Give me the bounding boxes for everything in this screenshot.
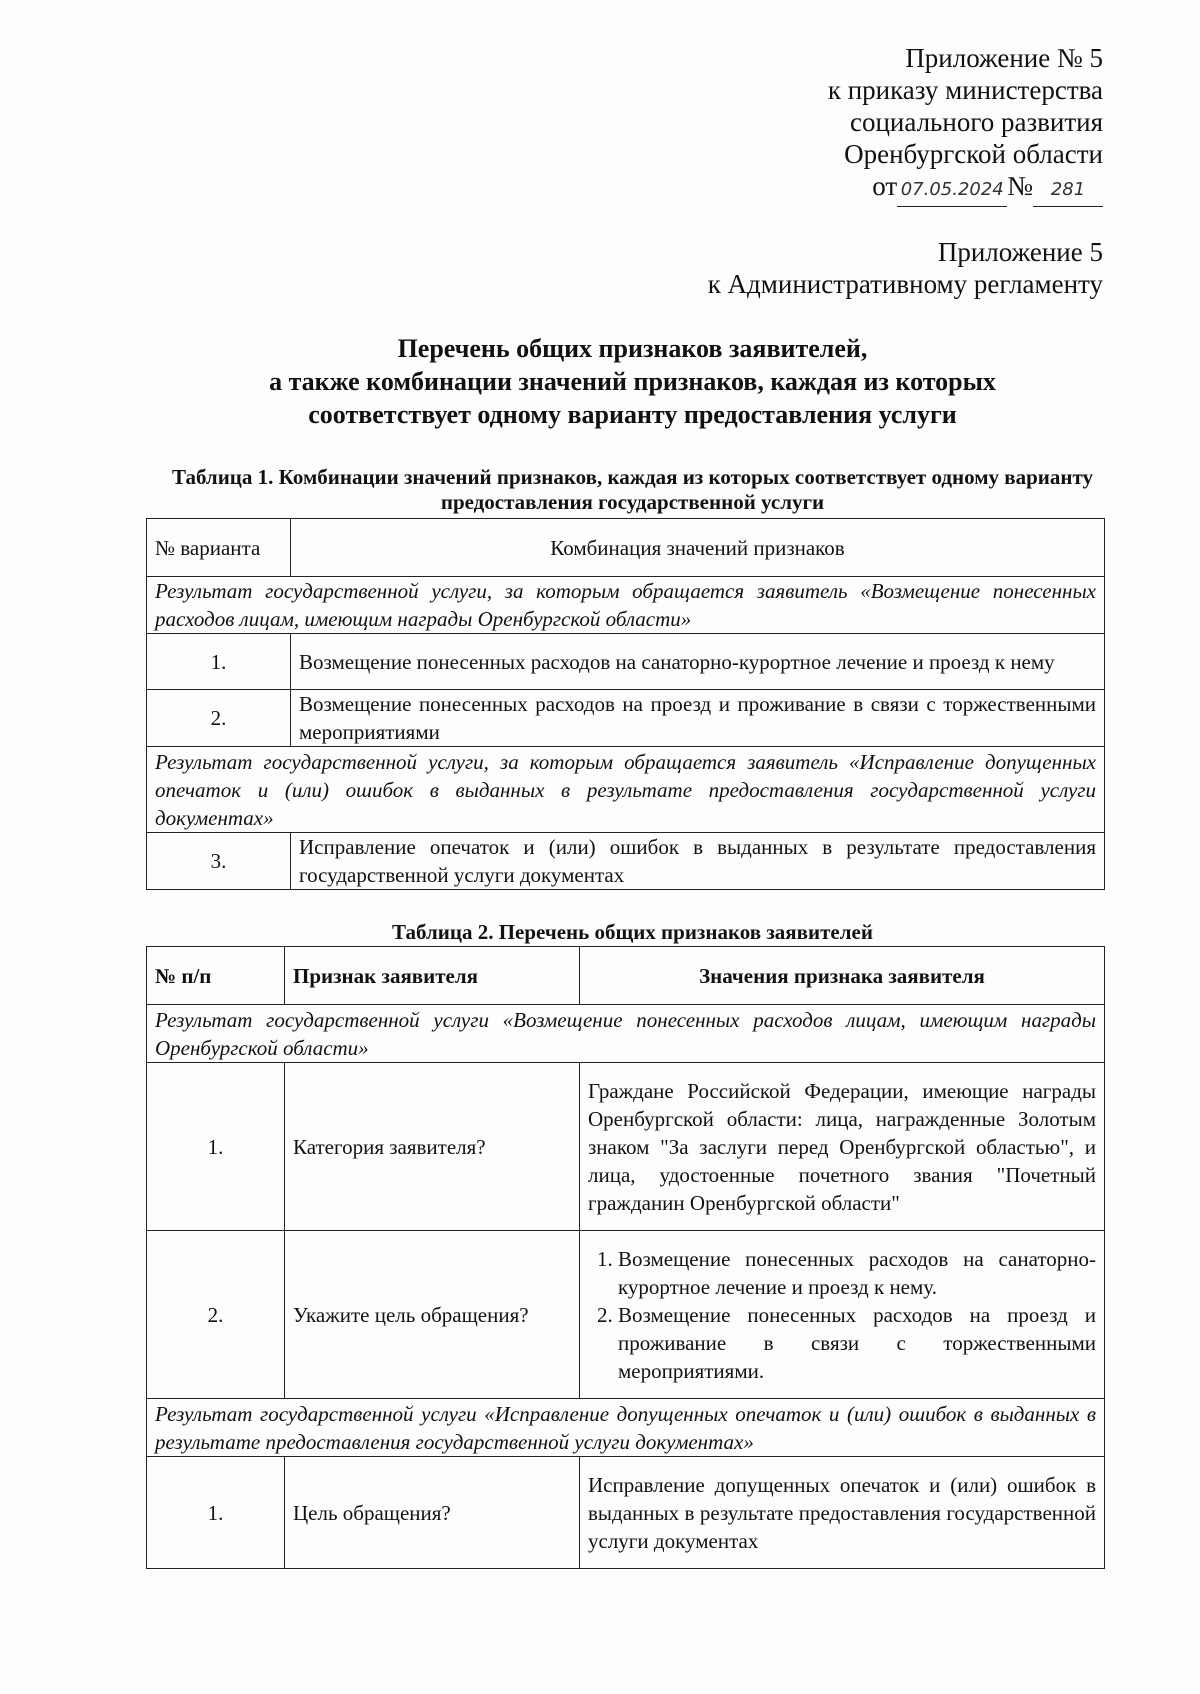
header-cell-number: № варианта (147, 519, 291, 577)
order-date-number-line (828, 170, 1103, 207)
table1-caption: Таблица 1. Комбинации значений признаков, каждая из которых соответствует одному варианту предоставления государственной услуги (171, 465, 1094, 514)
variant-number: 1. (147, 634, 291, 690)
result-row (147, 577, 1105, 634)
result-text: Результат государственной услуги, за которым обращается заявитель «Возмещение понесенных расходов лицам, имеющим награды Оренбургской области» (147, 577, 1105, 634)
order-ministry-line: социального развития (849, 107, 1103, 137)
feature-text: Категория заявителя? (285, 1063, 580, 1231)
feature-value: Граждане Российской Федерации, имеющие награды Оренбургской области: лица, награжденные Золотым знаком "За заслуги перед Оренбургской областью", и лица, удостоенные почетного звания "Почетный гражданин Оренбургской области" (580, 1063, 1105, 1231)
feature-value-list (580, 1231, 1105, 1399)
handwritten-date: 07.05.2024 (897, 174, 1007, 207)
result-row (147, 1399, 1105, 1457)
variant-text: Возмещение понесенных расходов на проезд и проживание в связи с торжественными мероприятиями (291, 690, 1105, 747)
date-prefix: от (872, 171, 898, 201)
variant-number: 3. (147, 833, 291, 890)
table1-variants (146, 518, 1105, 890)
regulation-line: к Административному регламенту (707, 269, 1103, 299)
feature-text: Цель обращения? (285, 1457, 580, 1569)
list-item: 1. Возмещение понесенных расходов на санаторно-курортное лечение и проезд к нему. (618, 1245, 1096, 1301)
table2-caption: Таблица 2. Перечень общих признаков заявителей (392, 920, 873, 944)
result-row (147, 747, 1105, 833)
document-title (145, 332, 1120, 431)
table-row (147, 1231, 1105, 1399)
title-line: а также комбинации значений признаков, каждая из которых (269, 367, 996, 396)
header-cell-number: № п/п (147, 947, 285, 1005)
title-line: Перечень общих признаков заявителей, (397, 334, 868, 363)
table-header-row (147, 947, 1105, 1005)
header-cell-feature: Признак заявителя (285, 947, 580, 1005)
order-appendix-header (828, 42, 1103, 207)
table-row (147, 1457, 1105, 1569)
result-row (147, 1005, 1105, 1063)
result-text: Результат государственной услуги «Исправление допущенных опечаток и (или) ошибок в выданных в результате предоставления государственной услуги документах» (147, 1399, 1105, 1457)
result-text: Результат государственной услуги, за которым обращается заявитель «Исправление допущенных опечаток и (или) ошибок в выданных в результате предоставления государственной услуги документах» (147, 747, 1105, 833)
table-row (147, 833, 1105, 890)
feature-text: Укажите цель обращения? (285, 1231, 580, 1399)
header-cell-values: Значения признака заявителя (580, 947, 1105, 1005)
variant-text: Возмещение понесенных расходов на санаторно-курортное лечение и проезд к нему (291, 634, 1105, 690)
variant-text: Исправление опечаток и (или) ошибок в выданных в результате предоставления государственной услуги документах (291, 833, 1105, 890)
order-region-line: Оренбургской области (844, 139, 1103, 169)
order-ministry-line: к приказу министерства (827, 75, 1103, 105)
title-line: соответствует одному варианту предоставления услуги (308, 400, 957, 429)
row-number: 1. (147, 1063, 285, 1231)
appendix-number: Приложение 5 (937, 237, 1103, 267)
feature-value: Исправление допущенных опечаток и (или) ошибок в выданных в результате предоставления государственной услуги документах (580, 1457, 1105, 1569)
regulation-appendix-header (708, 236, 1103, 300)
table2-features (146, 946, 1105, 1569)
row-number: 2. (147, 1231, 285, 1399)
list-item: 2. Возмещение понесенных расходов на проезд и проживание в связи с торжественными мероприятиями. (618, 1301, 1096, 1385)
table-row (147, 690, 1105, 747)
table-header-row (147, 519, 1105, 577)
row-number: 1. (147, 1457, 285, 1569)
handwritten-number: 281 (1033, 174, 1103, 207)
table-row (147, 634, 1105, 690)
result-text: Результат государственной услуги «Возмещение понесенных расходов лицам, имеющим награды Оренбургской области» (147, 1005, 1105, 1063)
appendix-number: Приложение № 5 (905, 43, 1103, 73)
number-prefix: № (1007, 171, 1033, 201)
header-cell-combination: Комбинация значений признаков (291, 519, 1105, 577)
table-row (147, 1063, 1105, 1231)
variant-number: 2. (147, 690, 291, 747)
